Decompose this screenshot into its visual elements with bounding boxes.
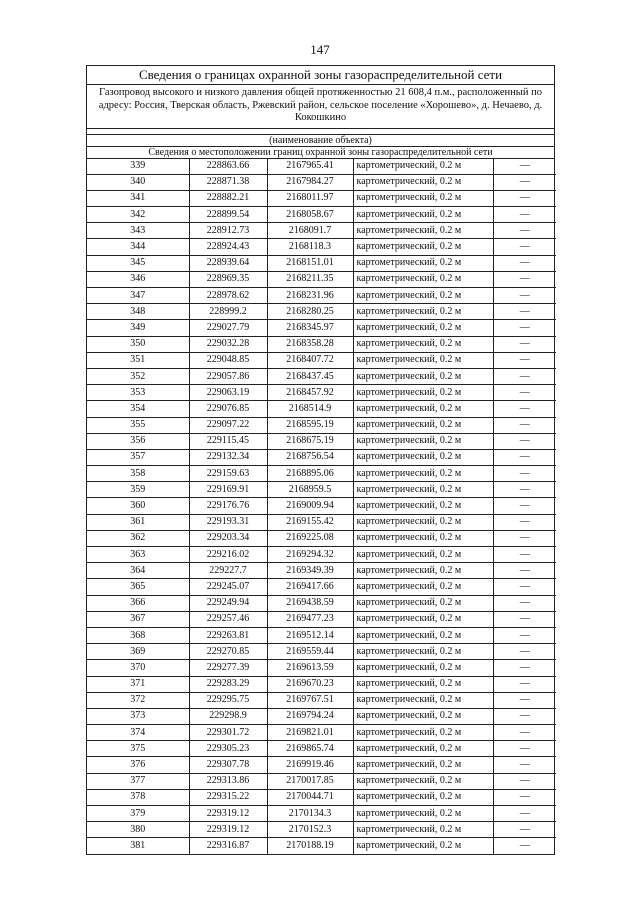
accuracy-dash-cell: — xyxy=(493,159,556,175)
accuracy-dash-cell: — xyxy=(493,433,556,449)
point-number-cell: 375 xyxy=(87,741,189,757)
coord-x-cell: 229283.29 xyxy=(189,676,267,692)
coord-x-cell: 229301.72 xyxy=(189,725,267,741)
coord-y-cell: 2168118.3 xyxy=(267,239,353,255)
coord-x-cell: 229319.12 xyxy=(189,806,267,822)
table-row xyxy=(87,644,556,660)
method-cell: картометрический, 0.2 м xyxy=(353,239,493,255)
coord-x-cell: 229245.07 xyxy=(189,579,267,595)
object-description: Газопровод высокого и низкого давления общей протяженностью 21 608,4 п.м., расположенный по адресу: Россия, Тверская область, Ржевский район, сельское поселение «Хорошево», д. Нечаево, д. Кокошкино xyxy=(87,85,554,129)
accuracy-dash-cell: — xyxy=(493,466,556,482)
coord-y-cell: 2168231.96 xyxy=(267,288,353,304)
point-number-cell: 376 xyxy=(87,757,189,773)
point-number-cell: 346 xyxy=(87,271,189,287)
table-row xyxy=(87,482,556,498)
accuracy-dash-cell: — xyxy=(493,336,556,352)
coord-y-cell: 2168457.92 xyxy=(267,385,353,401)
coord-y-cell: 2169009.94 xyxy=(267,498,353,514)
point-number-cell: 363 xyxy=(87,547,189,563)
accuracy-dash-cell: — xyxy=(493,401,556,417)
table-row xyxy=(87,708,556,724)
point-number-cell: 350 xyxy=(87,336,189,352)
method-cell: картометрический, 0.2 м xyxy=(353,320,493,336)
coord-y-cell: 2167965.41 xyxy=(267,159,353,175)
method-cell: картометрический, 0.2 м xyxy=(353,708,493,724)
method-cell: картометрический, 0.2 м xyxy=(353,757,493,773)
coord-x-cell: 229115.45 xyxy=(189,433,267,449)
coord-y-cell: 2168058.67 xyxy=(267,207,353,223)
coord-x-cell: 228912.73 xyxy=(189,223,267,239)
coord-x-cell: 229295.75 xyxy=(189,692,267,708)
method-cell: картометрический, 0.2 м xyxy=(353,692,493,708)
coord-x-cell: 229176.76 xyxy=(189,498,267,514)
coord-x-cell: 229032.28 xyxy=(189,336,267,352)
accuracy-dash-cell: — xyxy=(493,514,556,530)
coord-y-cell: 2168011.97 xyxy=(267,190,353,206)
accuracy-dash-cell: — xyxy=(493,255,556,271)
coord-x-cell: 229169.91 xyxy=(189,482,267,498)
accuracy-dash-cell: — xyxy=(493,660,556,676)
point-number-cell: 348 xyxy=(87,304,189,320)
coord-y-cell: 2168756.54 xyxy=(267,449,353,465)
coord-y-cell: 2168959.5 xyxy=(267,482,353,498)
table-row xyxy=(87,401,556,417)
coord-x-cell: 229315.22 xyxy=(189,789,267,805)
point-number-cell: 344 xyxy=(87,239,189,255)
method-cell: картометрический, 0.2 м xyxy=(353,789,493,805)
coord-x-cell: 228999.2 xyxy=(189,304,267,320)
method-cell: картометрический, 0.2 м xyxy=(353,433,493,449)
table-row xyxy=(87,190,556,206)
accuracy-dash-cell: — xyxy=(493,725,556,741)
method-cell: картометрический, 0.2 м xyxy=(353,159,493,175)
table-row xyxy=(87,417,556,433)
coord-x-cell: 229249.94 xyxy=(189,595,267,611)
method-cell: картометрический, 0.2 м xyxy=(353,174,493,190)
method-cell: картометрический, 0.2 м xyxy=(353,288,493,304)
accuracy-dash-cell: — xyxy=(493,304,556,320)
table-row xyxy=(87,433,556,449)
coord-x-cell: 229227.7 xyxy=(189,563,267,579)
table-row xyxy=(87,806,556,822)
point-number-cell: 358 xyxy=(87,466,189,482)
table-row xyxy=(87,611,556,627)
coord-y-cell: 2169438.59 xyxy=(267,595,353,611)
point-number-cell: 342 xyxy=(87,207,189,223)
method-cell: картометрический, 0.2 м xyxy=(353,482,493,498)
table-row xyxy=(87,352,556,368)
table-row xyxy=(87,676,556,692)
point-number-cell: 374 xyxy=(87,725,189,741)
accuracy-dash-cell: — xyxy=(493,498,556,514)
method-cell: картометрический, 0.2 м xyxy=(353,514,493,530)
coord-x-cell: 229193.31 xyxy=(189,514,267,530)
coord-x-cell: 229063.19 xyxy=(189,385,267,401)
table-row xyxy=(87,822,556,838)
point-number-cell: 339 xyxy=(87,159,189,175)
table-row xyxy=(87,288,556,304)
coord-y-cell: 2169294.32 xyxy=(267,547,353,563)
point-number-cell: 380 xyxy=(87,822,189,838)
accuracy-dash-cell: — xyxy=(493,288,556,304)
table-row xyxy=(87,449,556,465)
table-row xyxy=(87,223,556,239)
method-cell: картометрический, 0.2 м xyxy=(353,595,493,611)
table-row xyxy=(87,741,556,757)
point-number-cell: 357 xyxy=(87,449,189,465)
table-row xyxy=(87,514,556,530)
point-number-cell: 351 xyxy=(87,352,189,368)
point-number-cell: 369 xyxy=(87,644,189,660)
coord-y-cell: 2169477.23 xyxy=(267,611,353,627)
coordinates-table xyxy=(87,159,556,854)
accuracy-dash-cell: — xyxy=(493,838,556,854)
coord-y-cell: 2168407.72 xyxy=(267,352,353,368)
method-cell: картометрический, 0.2 м xyxy=(353,449,493,465)
coord-y-cell: 2168211.35 xyxy=(267,271,353,287)
point-number-cell: 355 xyxy=(87,417,189,433)
accuracy-dash-cell: — xyxy=(493,692,556,708)
accuracy-dash-cell: — xyxy=(493,611,556,627)
table-row xyxy=(87,174,556,190)
coord-y-cell: 2168895.06 xyxy=(267,466,353,482)
point-number-cell: 345 xyxy=(87,255,189,271)
point-number-cell: 365 xyxy=(87,579,189,595)
method-cell: картометрический, 0.2 м xyxy=(353,255,493,271)
coord-y-cell: 2169349.39 xyxy=(267,563,353,579)
coord-x-cell: 228969.35 xyxy=(189,271,267,287)
coord-x-cell: 228882.21 xyxy=(189,190,267,206)
coord-y-cell: 2170044.71 xyxy=(267,789,353,805)
point-number-cell: 359 xyxy=(87,482,189,498)
table-row xyxy=(87,368,556,384)
point-number-cell: 381 xyxy=(87,838,189,854)
table-row xyxy=(87,498,556,514)
accuracy-dash-cell: — xyxy=(493,385,556,401)
method-cell: картометрический, 0.2 м xyxy=(353,563,493,579)
method-cell: картометрический, 0.2 м xyxy=(353,627,493,643)
accuracy-dash-cell: — xyxy=(493,482,556,498)
coordinates-table-body xyxy=(87,159,556,854)
table-row xyxy=(87,255,556,271)
point-number-cell: 349 xyxy=(87,320,189,336)
coord-y-cell: 2168437.45 xyxy=(267,368,353,384)
accuracy-dash-cell: — xyxy=(493,417,556,433)
coord-x-cell: 229057.86 xyxy=(189,368,267,384)
coord-y-cell: 2169821.01 xyxy=(267,725,353,741)
table-row xyxy=(87,757,556,773)
point-number-cell: 368 xyxy=(87,627,189,643)
coord-y-cell: 2169767.51 xyxy=(267,692,353,708)
coord-x-cell: 229257.46 xyxy=(189,611,267,627)
coord-y-cell: 2168595.19 xyxy=(267,417,353,433)
accuracy-dash-cell: — xyxy=(493,239,556,255)
accuracy-dash-cell: — xyxy=(493,368,556,384)
coord-x-cell: 229298.9 xyxy=(189,708,267,724)
method-cell: картометрический, 0.2 м xyxy=(353,579,493,595)
coord-y-cell: 2169919.46 xyxy=(267,757,353,773)
coord-x-cell: 229132.34 xyxy=(189,449,267,465)
table-row xyxy=(87,239,556,255)
coord-x-cell: 229307.78 xyxy=(189,757,267,773)
method-cell: картометрический, 0.2 м xyxy=(353,368,493,384)
coord-x-cell: 229319.12 xyxy=(189,822,267,838)
accuracy-dash-cell: — xyxy=(493,207,556,223)
accuracy-dash-cell: — xyxy=(493,352,556,368)
point-number-cell: 362 xyxy=(87,530,189,546)
coord-x-cell: 229097.22 xyxy=(189,417,267,433)
coord-x-cell: 228871.38 xyxy=(189,174,267,190)
method-cell: картометрический, 0.2 м xyxy=(353,725,493,741)
document-table xyxy=(86,65,555,855)
coord-x-cell: 228978.62 xyxy=(189,288,267,304)
point-number-cell: 352 xyxy=(87,368,189,384)
method-cell: картометрический, 0.2 м xyxy=(353,822,493,838)
method-cell: картометрический, 0.2 м xyxy=(353,352,493,368)
point-number-cell: 367 xyxy=(87,611,189,627)
coord-x-cell: 229203.34 xyxy=(189,530,267,546)
table-row xyxy=(87,660,556,676)
point-number-cell: 347 xyxy=(87,288,189,304)
table-row xyxy=(87,838,556,854)
accuracy-dash-cell: — xyxy=(493,190,556,206)
point-number-cell: 370 xyxy=(87,660,189,676)
table-row xyxy=(87,773,556,789)
coord-y-cell: 2169559.44 xyxy=(267,644,353,660)
coord-x-cell: 229270.85 xyxy=(189,644,267,660)
point-number-cell: 379 xyxy=(87,806,189,822)
method-cell: картометрический, 0.2 м xyxy=(353,385,493,401)
table-row xyxy=(87,159,556,175)
accuracy-dash-cell: — xyxy=(493,757,556,773)
method-cell: картометрический, 0.2 м xyxy=(353,336,493,352)
coord-x-cell: 228899.54 xyxy=(189,207,267,223)
method-cell: картометрический, 0.2 м xyxy=(353,644,493,660)
method-cell: картометрический, 0.2 м xyxy=(353,466,493,482)
table-row xyxy=(87,563,556,579)
accuracy-dash-cell: — xyxy=(493,579,556,595)
accuracy-dash-cell: — xyxy=(493,530,556,546)
coord-y-cell: 2169512.14 xyxy=(267,627,353,643)
method-cell: картометрический, 0.2 м xyxy=(353,773,493,789)
coord-x-cell: 229048.85 xyxy=(189,352,267,368)
point-number-cell: 354 xyxy=(87,401,189,417)
point-number-cell: 360 xyxy=(87,498,189,514)
method-cell: картометрический, 0.2 м xyxy=(353,417,493,433)
table-row xyxy=(87,466,556,482)
coord-x-cell: 229076.85 xyxy=(189,401,267,417)
accuracy-dash-cell: — xyxy=(493,547,556,563)
accuracy-dash-cell: — xyxy=(493,822,556,838)
accuracy-dash-cell: — xyxy=(493,773,556,789)
coord-y-cell: 2170152.3 xyxy=(267,822,353,838)
accuracy-dash-cell: — xyxy=(493,449,556,465)
method-cell: картометрический, 0.2 м xyxy=(353,838,493,854)
table-subtitle: Сведения о местоположении границ охранной зоны газораспределительной сети xyxy=(87,147,554,159)
point-number-cell: 341 xyxy=(87,190,189,206)
accuracy-dash-cell: — xyxy=(493,676,556,692)
coord-y-cell: 2168358.28 xyxy=(267,336,353,352)
accuracy-dash-cell: — xyxy=(493,271,556,287)
coord-x-cell: 229159.63 xyxy=(189,466,267,482)
method-cell: картометрический, 0.2 м xyxy=(353,547,493,563)
point-number-cell: 343 xyxy=(87,223,189,239)
accuracy-dash-cell: — xyxy=(493,741,556,757)
coord-x-cell: 229216.02 xyxy=(189,547,267,563)
accuracy-dash-cell: — xyxy=(493,223,556,239)
coord-x-cell: 229027.79 xyxy=(189,320,267,336)
table-row xyxy=(87,385,556,401)
coord-y-cell: 2170188.19 xyxy=(267,838,353,854)
method-cell: картометрический, 0.2 м xyxy=(353,304,493,320)
table-row xyxy=(87,530,556,546)
table-row xyxy=(87,304,556,320)
coord-y-cell: 2169613.59 xyxy=(267,660,353,676)
point-number-cell: 364 xyxy=(87,563,189,579)
coord-y-cell: 2168675.19 xyxy=(267,433,353,449)
point-number-cell: 372 xyxy=(87,692,189,708)
table-row xyxy=(87,789,556,805)
page-number: 147 xyxy=(310,42,330,57)
accuracy-dash-cell: — xyxy=(493,627,556,643)
object-name-label: (наименование объекта) xyxy=(87,134,554,147)
coord-y-cell: 2170134.3 xyxy=(267,806,353,822)
method-cell: картометрический, 0.2 м xyxy=(353,806,493,822)
method-cell: картометрический, 0.2 м xyxy=(353,207,493,223)
table-row xyxy=(87,595,556,611)
point-number-cell: 353 xyxy=(87,385,189,401)
coord-y-cell: 2169225.08 xyxy=(267,530,353,546)
point-number-cell: 340 xyxy=(87,174,189,190)
method-cell: картометрический, 0.2 м xyxy=(353,223,493,239)
coord-y-cell: 2168345.97 xyxy=(267,320,353,336)
coord-x-cell: 229316.87 xyxy=(189,838,267,854)
method-cell: картометрический, 0.2 м xyxy=(353,271,493,287)
table-row xyxy=(87,320,556,336)
coord-y-cell: 2169670.23 xyxy=(267,676,353,692)
accuracy-dash-cell: — xyxy=(493,320,556,336)
table-row xyxy=(87,336,556,352)
coord-y-cell: 2169155.42 xyxy=(267,514,353,530)
accuracy-dash-cell: — xyxy=(493,174,556,190)
method-cell: картометрический, 0.2 м xyxy=(353,530,493,546)
coord-y-cell: 2168091.7 xyxy=(267,223,353,239)
coord-x-cell: 229263.81 xyxy=(189,627,267,643)
coord-x-cell: 229277.39 xyxy=(189,660,267,676)
coord-y-cell: 2169794.24 xyxy=(267,708,353,724)
coord-x-cell: 229313.86 xyxy=(189,773,267,789)
table-row xyxy=(87,547,556,563)
method-cell: картометрический, 0.2 м xyxy=(353,741,493,757)
point-number-cell: 366 xyxy=(87,595,189,611)
accuracy-dash-cell: — xyxy=(493,595,556,611)
point-number-cell: 371 xyxy=(87,676,189,692)
method-cell: картометрический, 0.2 м xyxy=(353,611,493,627)
accuracy-dash-cell: — xyxy=(493,708,556,724)
method-cell: картометрический, 0.2 м xyxy=(353,498,493,514)
point-number-cell: 361 xyxy=(87,514,189,530)
accuracy-dash-cell: — xyxy=(493,789,556,805)
coord-y-cell: 2169865.74 xyxy=(267,741,353,757)
table-row xyxy=(87,692,556,708)
coord-y-cell: 2168151.01 xyxy=(267,255,353,271)
table-row xyxy=(87,579,556,595)
point-number-cell: 377 xyxy=(87,773,189,789)
coord-y-cell: 2170017.85 xyxy=(267,773,353,789)
accuracy-dash-cell: — xyxy=(493,806,556,822)
method-cell: картометрический, 0.2 м xyxy=(353,660,493,676)
table-row xyxy=(87,627,556,643)
point-number-cell: 373 xyxy=(87,708,189,724)
table-row xyxy=(87,207,556,223)
method-cell: картометрический, 0.2 м xyxy=(353,401,493,417)
method-cell: картометрический, 0.2 м xyxy=(353,676,493,692)
coord-x-cell: 229305.23 xyxy=(189,741,267,757)
document-title: Сведения о границах охранной зоны газораспределительной сети xyxy=(87,66,554,85)
point-number-cell: 356 xyxy=(87,433,189,449)
method-cell: картометрический, 0.2 м xyxy=(353,190,493,206)
point-number-cell: 378 xyxy=(87,789,189,805)
table-row xyxy=(87,725,556,741)
coord-y-cell: 2167984.27 xyxy=(267,174,353,190)
coord-x-cell: 228924.43 xyxy=(189,239,267,255)
coord-y-cell: 2168280.25 xyxy=(267,304,353,320)
coord-y-cell: 2168514.9 xyxy=(267,401,353,417)
accuracy-dash-cell: — xyxy=(493,644,556,660)
table-row xyxy=(87,271,556,287)
coord-x-cell: 228863.66 xyxy=(189,159,267,175)
coord-x-cell: 228939.64 xyxy=(189,255,267,271)
accuracy-dash-cell: — xyxy=(493,563,556,579)
coord-y-cell: 2169417.66 xyxy=(267,579,353,595)
